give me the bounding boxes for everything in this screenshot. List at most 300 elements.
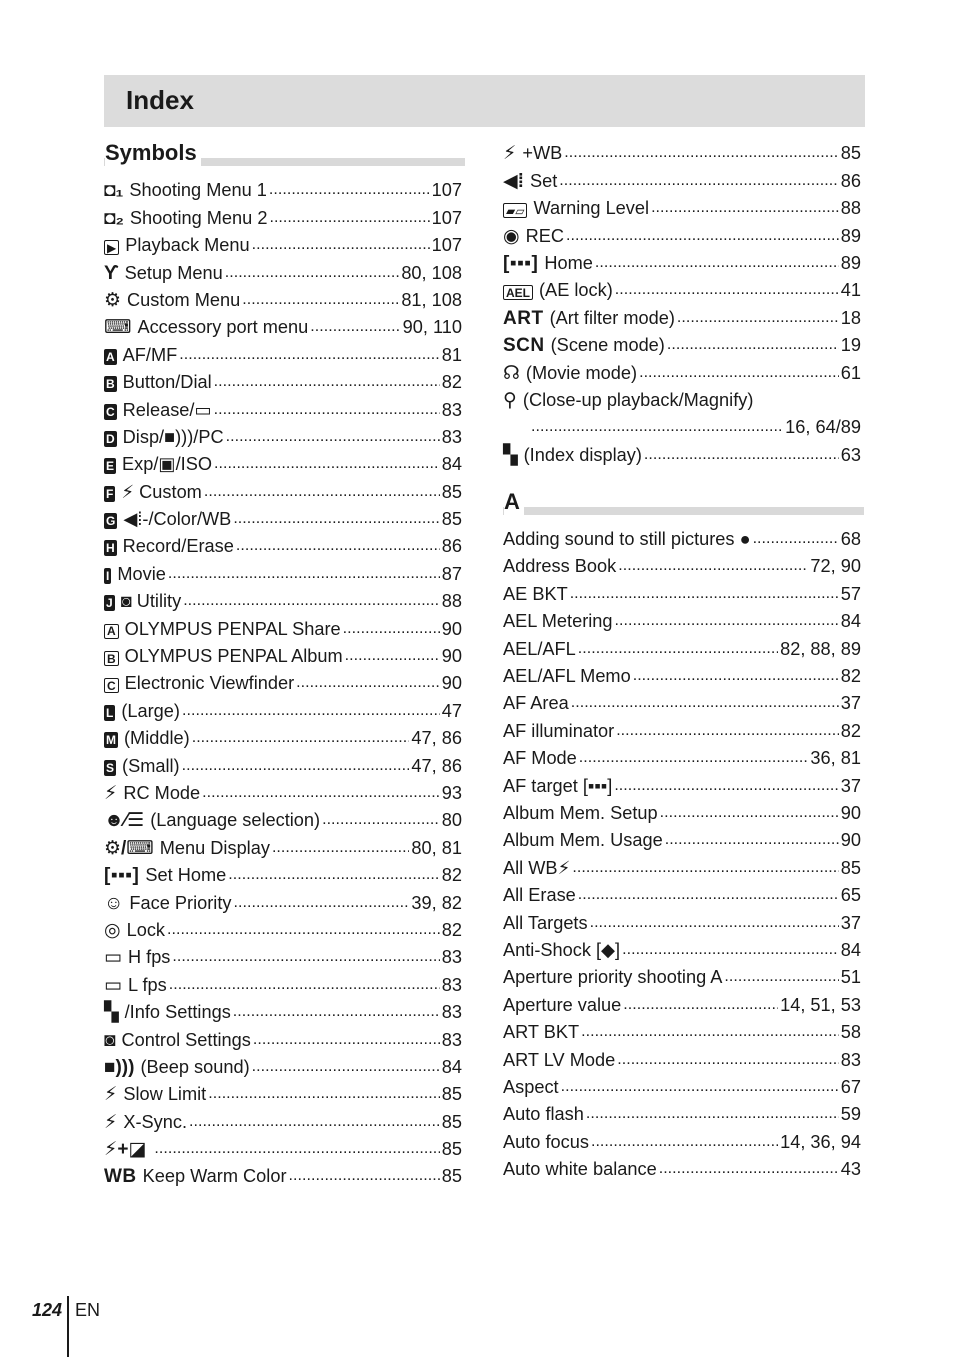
gear-menu-icon: ⚙/⌨ (104, 837, 154, 859)
page-reference: 88 (441, 591, 462, 612)
index-term (104, 975, 167, 995)
index-term (104, 427, 224, 447)
camera-1-icon: ◘₁ (104, 180, 124, 202)
leader-dots (182, 759, 410, 773)
index-term-text: Warning Level (533, 198, 650, 219)
index-term (503, 995, 621, 1015)
index-entry (503, 825, 864, 852)
home-bracket-icon: [▪▪▪] (503, 252, 539, 274)
page-reference: 72, 90 (810, 556, 861, 577)
index-term (104, 482, 202, 502)
beep-icon: ■))) (104, 1056, 135, 1078)
index-term-text: AEL/AFL Memo (503, 666, 631, 687)
index-term-text: AF Mode (503, 748, 577, 769)
index-entry (503, 661, 864, 688)
leader-dots (192, 731, 410, 745)
index-entry (104, 887, 465, 914)
index-term-text: Custom Menu (127, 289, 241, 310)
leader-dots (667, 338, 839, 352)
index-entry (104, 613, 465, 640)
index-entry (503, 220, 864, 247)
index-entry (503, 606, 864, 633)
index-term-text: (Scene mode) (550, 335, 665, 356)
index-term-text: Auto white balance (503, 1159, 657, 1180)
symbols-entry-list (104, 175, 465, 1188)
index-term-text: H fps (127, 947, 171, 968)
index-term-text: Release/▭ (122, 399, 212, 420)
leader-dots (253, 1033, 440, 1047)
index-term (104, 893, 231, 913)
index-term-text: (Art filter mode) (549, 307, 675, 328)
leader-dots (561, 1080, 839, 1094)
index-term-text: Movie (117, 563, 166, 584)
leader-dots (214, 375, 440, 389)
page-title: Index (126, 85, 194, 115)
page-reference: 90 (441, 673, 462, 694)
accessory-a-icon: A (104, 624, 119, 639)
index-term-text: Electronic Viewfinder (124, 673, 295, 694)
leader-dots (289, 1169, 440, 1183)
page-reference: 85 (441, 1111, 462, 1132)
camera-2-icon: ◘₂ (104, 207, 124, 229)
right-column (503, 138, 864, 1181)
index-entry (104, 1134, 465, 1161)
leader-dots (615, 283, 839, 297)
leader-dots (252, 1060, 440, 1074)
index-entry (503, 880, 864, 907)
leader-dots (753, 532, 839, 546)
leader-dots (345, 649, 440, 663)
index-term-text: Face Priority (129, 892, 232, 913)
language-label: EN (75, 1300, 101, 1320)
leader-dots (564, 146, 839, 160)
camera-icon: ◙ (104, 1029, 116, 1051)
index-term-text: AF Area (503, 693, 569, 714)
index-entry (104, 394, 465, 421)
index-term (104, 591, 181, 611)
page-reference: 58 (840, 1022, 861, 1043)
index-term (104, 783, 200, 803)
index-term (104, 728, 190, 748)
index-entry (104, 449, 465, 476)
custom-g-icon: G (106, 514, 116, 529)
index-entry (104, 422, 465, 449)
index-term (503, 639, 576, 659)
page-reference: 51 (840, 967, 861, 988)
page-reference: 85 (840, 143, 861, 164)
page-reference: 18 (840, 307, 861, 328)
index-term-text: ART BKT (503, 1022, 580, 1043)
page-reference: 85 (441, 1084, 462, 1105)
index-term-text: +WB (522, 143, 563, 164)
leader-dots (586, 1107, 839, 1121)
section-spacer (503, 467, 864, 489)
index-term (104, 947, 170, 967)
index-term-text: ◙ Utility (120, 591, 182, 612)
index-term (104, 646, 343, 666)
art-icon: ART (503, 307, 544, 329)
index-term-text: All Targets (503, 912, 588, 933)
leader-dots (578, 642, 778, 656)
index-term (503, 693, 569, 713)
index-term-text: Disp/■)))/PC (122, 426, 224, 447)
index-term-text: Auto focus (503, 1131, 589, 1152)
leader-dots (633, 669, 839, 683)
leader-dots (168, 567, 440, 581)
flash-icon: ⚡ (104, 782, 118, 804)
index-term-text: REC (525, 225, 564, 246)
custom-b-icon: B (106, 377, 115, 392)
page-reference: 83 (441, 399, 462, 420)
index-entry (503, 633, 864, 660)
page-reference: 67 (840, 1076, 861, 1097)
index-term (503, 858, 570, 878)
section-heading-symbols (104, 140, 465, 170)
index-term-text: Exp/▣/ISO (122, 454, 212, 475)
accessory-b-icon: B (104, 651, 119, 666)
wb-auto-icon: WB (104, 1166, 137, 1188)
index-entry (503, 412, 864, 439)
wrench-icon: ϒ (104, 262, 119, 284)
index-term-text: (Large) (121, 700, 180, 721)
index-entry (503, 743, 864, 770)
index-term-text: Address Book (503, 556, 617, 577)
index-entry (503, 385, 864, 412)
index-term (503, 1022, 579, 1042)
index-term-text: Aperture value (503, 994, 622, 1015)
page-reference: 82 (840, 666, 861, 687)
page-reference: 85 (441, 1166, 462, 1187)
index-term-text: RC Mode (123, 782, 201, 803)
leader-dots (172, 950, 439, 964)
leader-dots (214, 403, 440, 417)
index-term-text: Shooting Menu 1 (129, 180, 267, 201)
index-term-text: Anti-Shock [◆] (503, 939, 621, 960)
section-heading-a (503, 489, 864, 519)
movie-icon: ☊ (503, 362, 520, 384)
index-term-text: (Middle) (124, 728, 190, 749)
leader-dots (660, 806, 839, 820)
index-entry (104, 1161, 465, 1188)
leader-dots (242, 293, 399, 307)
section-rule (503, 507, 864, 515)
page-reference: 37 (840, 693, 861, 714)
page-reference: 93 (441, 782, 462, 803)
flash-icon: ⚡ (104, 1084, 118, 1106)
index-term-text: Album Mem. Usage (503, 830, 663, 851)
index-term-text: Accessory port menu (137, 317, 309, 338)
page-reference: 83 (441, 974, 462, 995)
page-reference: 84 (840, 939, 861, 960)
page-reference: 80 (441, 810, 462, 831)
index-term (104, 536, 234, 556)
index-entry (104, 531, 465, 558)
playback-icon: ▶ (104, 240, 119, 255)
custom-h-icon: H (106, 541, 115, 556)
page-reference: 65 (840, 885, 861, 906)
size-large-icon: L (106, 705, 114, 720)
accessory-c-icon: C (104, 678, 119, 693)
index-entry (503, 1017, 864, 1044)
index-term-text: All Erase (503, 885, 576, 906)
symbols-entry-list-continued (503, 138, 864, 467)
leader-dots (228, 868, 440, 882)
index-entry (503, 275, 864, 302)
page-reference: 37 (840, 775, 861, 796)
leader-dots (570, 587, 839, 601)
index-term-text: All WB⚡ (503, 857, 571, 878)
index-term (503, 721, 614, 741)
index-entry (104, 230, 465, 257)
index-term-text: (Index display) (523, 444, 642, 465)
page-reference: 61 (840, 362, 861, 383)
index-term-text: ◀⁞-/Color/WB (123, 509, 232, 530)
index-entry (503, 688, 864, 715)
accessory-port-icon: ⌨ (104, 317, 132, 339)
leader-dots (204, 485, 440, 499)
index-term-text: Aspect (503, 1076, 559, 1097)
leader-dots (677, 311, 839, 325)
index-entry (104, 586, 465, 613)
page-reference: 36, 81 (810, 748, 861, 769)
index-grid-icon: ▚ (104, 1002, 119, 1024)
index-entry (503, 962, 864, 989)
index-term-text: Keep Warm Color (142, 1166, 287, 1187)
index-term-text: Set (529, 170, 558, 191)
custom-f-icon: F (106, 486, 114, 501)
leader-dots (531, 420, 783, 434)
page-reference: 83 (840, 1049, 861, 1070)
page-reference: 88 (840, 198, 861, 219)
index-term-text: (Movie mode) (525, 362, 638, 383)
index-term (104, 208, 267, 228)
leader-dots (225, 266, 400, 280)
page-reference: 59 (840, 1104, 861, 1125)
leader-dots (169, 978, 440, 992)
index-entry (503, 1072, 864, 1099)
leader-dots (615, 614, 839, 628)
index-term (104, 1030, 251, 1050)
page-reference: 47, 86 (411, 755, 462, 776)
index-term-text: (AE lock) (539, 280, 613, 301)
index-entry (104, 915, 465, 942)
index-term (104, 701, 180, 721)
index-term-text: Auto flash (503, 1104, 584, 1125)
leader-dots (343, 622, 440, 636)
index-entry (104, 805, 465, 832)
index-term-text: Control Settings (121, 1029, 251, 1050)
index-entry (104, 1106, 465, 1133)
page-reference: 85 (441, 1139, 462, 1160)
page-reference: 14, 51, 53 (780, 994, 861, 1015)
leader-dots (322, 813, 440, 827)
index-entry (503, 1044, 864, 1071)
index-term (503, 363, 637, 383)
index-term (104, 564, 166, 584)
index-term (503, 390, 753, 410)
footer-divider (67, 1296, 69, 1357)
leader-dots (214, 457, 440, 471)
index-term-text: Setup Menu (124, 262, 223, 283)
index-entry (503, 524, 864, 551)
leader-dots (566, 229, 839, 243)
leader-dots (590, 916, 839, 930)
page-reference: 63 (840, 444, 861, 465)
leader-dots (182, 704, 440, 718)
index-term-text: /Info Settings (124, 1002, 231, 1023)
index-term-text: Slow Limit (123, 1084, 207, 1105)
index-entry (503, 935, 864, 962)
index-term (503, 1104, 584, 1124)
index-term (104, 317, 308, 337)
index-entry (503, 1126, 864, 1153)
leader-dots (651, 201, 839, 215)
index-entry (503, 770, 864, 797)
index-term (104, 810, 320, 830)
page-reference: 39, 82 (411, 892, 462, 913)
index-term-text: ⚡ Custom (121, 481, 202, 502)
index-entry (503, 989, 864, 1016)
index-entry (104, 339, 465, 366)
page-reference: 81 (441, 344, 462, 365)
leader-dots (189, 1115, 440, 1129)
page-reference: 85 (840, 857, 861, 878)
index-term (503, 776, 612, 796)
index-term-text: (Small) (122, 755, 180, 776)
index-term (503, 143, 562, 163)
page-reference: 43 (840, 1159, 861, 1180)
index-entry (104, 668, 465, 695)
index-term (104, 180, 267, 200)
leader-dots (578, 888, 839, 902)
page-reference: 37 (840, 912, 861, 933)
leader-dots (616, 724, 839, 738)
index-term (104, 838, 270, 858)
index-term-text: OLYMPUS PENPAL Album (124, 646, 343, 667)
page-reference: 82 (840, 720, 861, 741)
index-entry (503, 357, 864, 384)
index-entry (104, 641, 465, 668)
page-reference: 89 (840, 252, 861, 273)
page-reference: 80, 81 (411, 837, 462, 858)
page-reference: 57 (840, 583, 861, 604)
index-entry (104, 997, 465, 1024)
index-entry (503, 798, 864, 825)
index-term (104, 920, 165, 940)
index-entry (503, 193, 864, 220)
page-reference: 90 (441, 618, 462, 639)
custom-a-icon: A (106, 349, 115, 364)
index-term (503, 445, 642, 465)
page-reference: 84 (441, 454, 462, 475)
index-term (503, 1077, 559, 1097)
leader-dots (272, 841, 409, 855)
page-reference: 81, 108 (401, 289, 462, 310)
index-term (503, 171, 557, 191)
sequential-h-icon: ▭ (104, 947, 122, 969)
index-entry (104, 257, 465, 284)
index-term (104, 372, 212, 392)
custom-c-icon: C (106, 404, 115, 419)
index-entry (503, 302, 864, 329)
index-entry (503, 138, 864, 165)
index-term (503, 885, 576, 905)
custom-gear-icon: ⚙ (104, 289, 122, 311)
language-icon: ☻⁄☰ (104, 810, 145, 832)
battery-icon: ▰▱ (503, 203, 527, 218)
index-term (104, 1084, 206, 1104)
custom-d-icon: D (106, 431, 115, 446)
index-term-text: Playback Menu (125, 235, 250, 256)
size-small-icon: S (106, 760, 115, 775)
index-term (503, 967, 722, 987)
index-term-text: OLYMPUS PENPAL Share (124, 618, 341, 639)
index-term-text: AF/MF (122, 344, 178, 365)
index-term (104, 619, 341, 639)
leader-dots (617, 1053, 839, 1067)
flash-icon: ⚡ (503, 143, 517, 165)
leader-dots (622, 943, 839, 957)
index-term (503, 198, 649, 218)
color-set-icon: ◀⁞ (503, 170, 524, 192)
index-term-text: Shooting Menu 2 (129, 207, 268, 228)
index-term (503, 748, 577, 768)
page-reference: 84 (441, 1056, 462, 1077)
page-reference: 107 (431, 235, 462, 256)
leader-dots (581, 1025, 839, 1039)
leader-dots (208, 1087, 440, 1101)
index-entry (503, 551, 864, 578)
index-term-text: AE BKT (503, 583, 568, 604)
index-term (503, 1132, 589, 1152)
page-reference: 90 (441, 646, 462, 667)
page-reference: 16, 64/89 (785, 417, 861, 438)
page-reference: 90 (840, 802, 861, 823)
page-reference: 83 (441, 947, 462, 968)
index-entry (104, 695, 465, 722)
page-reference: 85 (441, 481, 462, 502)
size-middle-icon: M (106, 733, 116, 748)
leader-dots (179, 348, 440, 362)
index-header-band (104, 75, 865, 127)
index-term (104, 673, 294, 693)
page-reference: 87 (441, 563, 462, 584)
leader-dots (571, 696, 839, 710)
scn-icon: SCN (503, 335, 545, 357)
index-entry (104, 750, 465, 777)
index-term (104, 756, 180, 776)
page-reference: 68 (840, 529, 861, 550)
index-term (503, 1050, 615, 1070)
index-term (503, 666, 631, 686)
index-term (503, 308, 675, 328)
leader-dots (595, 256, 839, 270)
leader-dots (167, 923, 440, 937)
index-term-text: Lock (126, 919, 166, 940)
flash-exposure-icon: ⚡+◪ (104, 1139, 147, 1161)
index-term (503, 335, 665, 355)
page-reference: 83 (441, 426, 462, 447)
leader-dots (233, 1005, 440, 1019)
index-term (503, 1159, 657, 1179)
index-term-text: Button/Dial (122, 372, 212, 393)
page-reference: 83 (441, 1002, 462, 1023)
page-reference: 90, 110 (402, 317, 462, 338)
dial-lock-icon: ◎ (104, 919, 121, 941)
index-entry (104, 723, 465, 750)
index-term-text: AEL/AFL (503, 638, 576, 659)
index-entry (503, 1099, 864, 1126)
